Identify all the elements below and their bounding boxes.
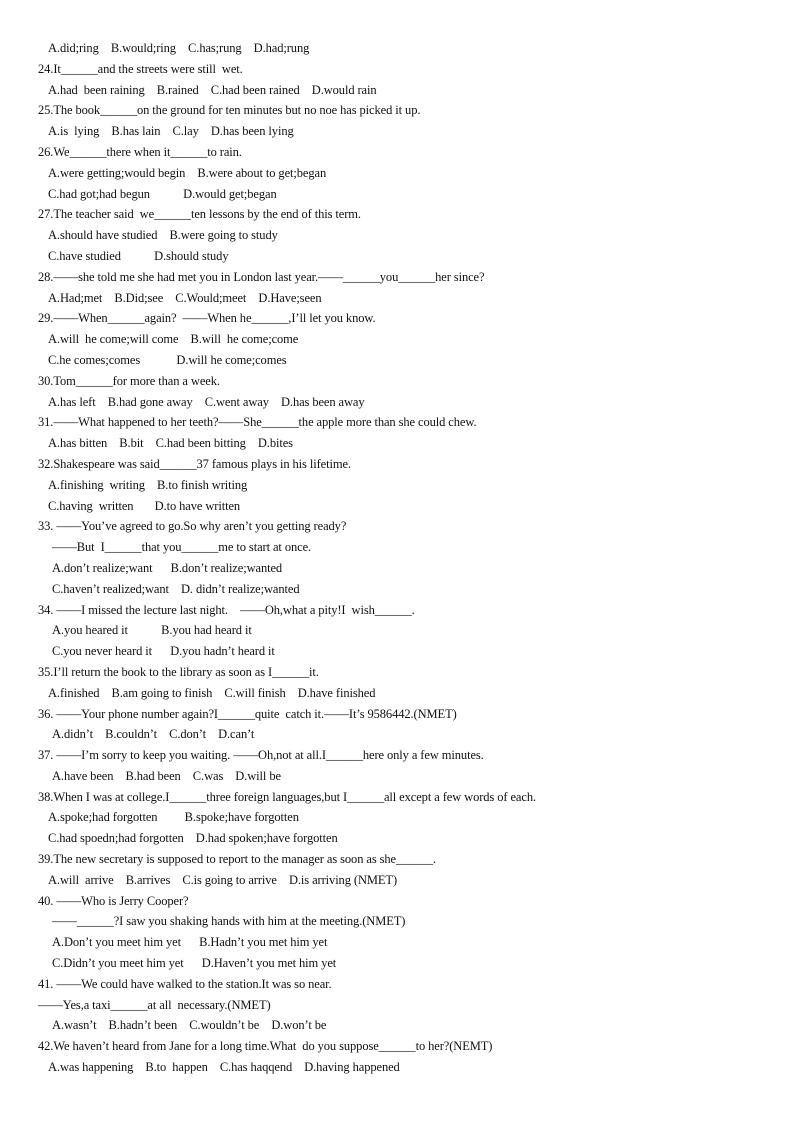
question-line: 36. ——Your phone number again?I______quite catch it.——It’s 9586442.(NMET) [38,706,457,721]
question-line: 27.The teacher said we______ten lessons by the end of this term. [38,207,361,222]
answer-options-line: A.didn’t B.couldn’t C.don’t D.can’t [52,727,255,742]
answer-options-line: A.will arrive B.arrives C.is going to arrive D.is arriving (NMET) [48,872,398,887]
answer-options-line: A.had been raining B.rained C.had been rained D.would rain [48,82,377,97]
answer-options-line: C.having written D.to have written [48,498,241,513]
answer-options-line: A.wasn’t B.hadn’t been C.wouldn’t be D.won’t be [52,1018,327,1033]
answer-options-line: A.is lying B.has lain C.lay D.has been lying [48,124,294,139]
answer-options-line: ——Yes,a taxi______at all necessary.(NMET) [38,997,271,1012]
question-line: 25.The book______on the ground for ten minutes but no noe has picked it up. [38,103,421,118]
answer-options-line: C.had spoedn;had forgotten D.had spoken;have forgotten [48,831,338,846]
answer-options-line: A.have been B.had been C.was D.will be [52,768,281,783]
question-line: 32.Shakespeare was said______37 famous plays in his lifetime. [38,456,351,471]
answer-options-line: A.will he come;will come B.will he come;come [48,332,299,347]
question-line: 26.We______there when it______to rain. [38,144,242,159]
answer-options-line: A.Had;met B.Did;see C.Would;meet D.Have;seen [48,290,322,305]
answer-options-line: A.were getting;would begin B.were about to get;began [48,165,327,180]
answer-options-line: A.has left B.had gone away C.went away D.has been away [48,394,365,409]
answer-options-line: C.have studied D.should study [48,248,229,263]
answer-options-line: A.Don’t you meet him yet B.Hadn’t you met him yet [52,935,328,950]
answer-options-line: C.had got;had begun D.would get;began [48,186,277,201]
question-line: 28.——she told me she had met you in London last year.——______you______her since? [38,269,485,284]
question-line: 41. ——We could have walked to the station.It was so near. [38,976,332,991]
question-line: 24.It______and the streets were still wet. [38,61,243,76]
answer-options-line: A.should have studied B.were going to study [48,228,278,243]
answer-options-line: A.did;ring B.would;ring C.has;rung D.had;rung [48,41,310,55]
answer-options-line: C.Didn’t you meet him yet D.Haven’t you met him yet [52,956,337,971]
answer-options-line: ——But I______that you______me to start at once. [52,540,312,555]
question-line: 40. ——Who is Jerry Cooper? [38,893,189,908]
answer-options-line: ——______?I saw you shaking hands with him at the meeting.(NMET) [52,914,406,929]
answer-options-line: A.spoke;had forgotten B.spoke;have forgotten [48,810,299,825]
question-line: 42.We haven’t heard from Jane for a long time.What do you suppose______to her?(NEMT) [38,1039,493,1054]
answer-options-line: A.don’t realize;want B.don’t realize;wanted [52,560,283,575]
question-line: 33. ——You’ve agreed to go.So why aren’t you getting ready? [38,519,347,534]
answer-options-line: A.you heared it B.you had heard it [52,623,252,638]
answer-options-line: A.finishing writing B.to finish writing [48,477,248,492]
exam-page [38,38,758,1078]
question-line: 31.——What happened to her teeth?——She______the apple more than she could chew. [38,415,477,430]
question-line: 34. ——I missed the lecture last night. ——Oh,what a pity!I wish______. [38,602,415,617]
answer-options-line: C.haven’t realized;want D. didn’t realize;wanted [52,581,300,596]
answer-options-line: A.was happening B.to happen C.has haqqend D.having happened [48,1060,400,1075]
question-line: 29.——When______again? ——When he______,I’ll let you know. [38,311,376,326]
question-line: 37. ——I’m sorry to keep you waiting. ——Oh,not at all.I______here only a few minutes. [38,748,484,763]
answer-options-line: A.finished B.am going to finish C.will finish D.have finished [48,685,376,700]
answer-options-line: A.has bitten B.bit C.had been bitting D.bites [48,436,293,451]
question-line: 35.I’ll return the book to the library as soon as I______it. [38,664,319,679]
question-line: 30.Tom______for more than a week. [38,373,220,388]
question-line: 39.The new secretary is supposed to report to the manager as soon as she______. [38,852,436,867]
question-line: 38.When I was at college.I______three foreign languages,but I______all except a few words of each. [38,789,537,804]
answer-options-line: C.he comes;comes D.will he come;comes [48,352,287,367]
answer-options-line: C.you never heard it D.you hadn’t heard it [52,644,275,659]
